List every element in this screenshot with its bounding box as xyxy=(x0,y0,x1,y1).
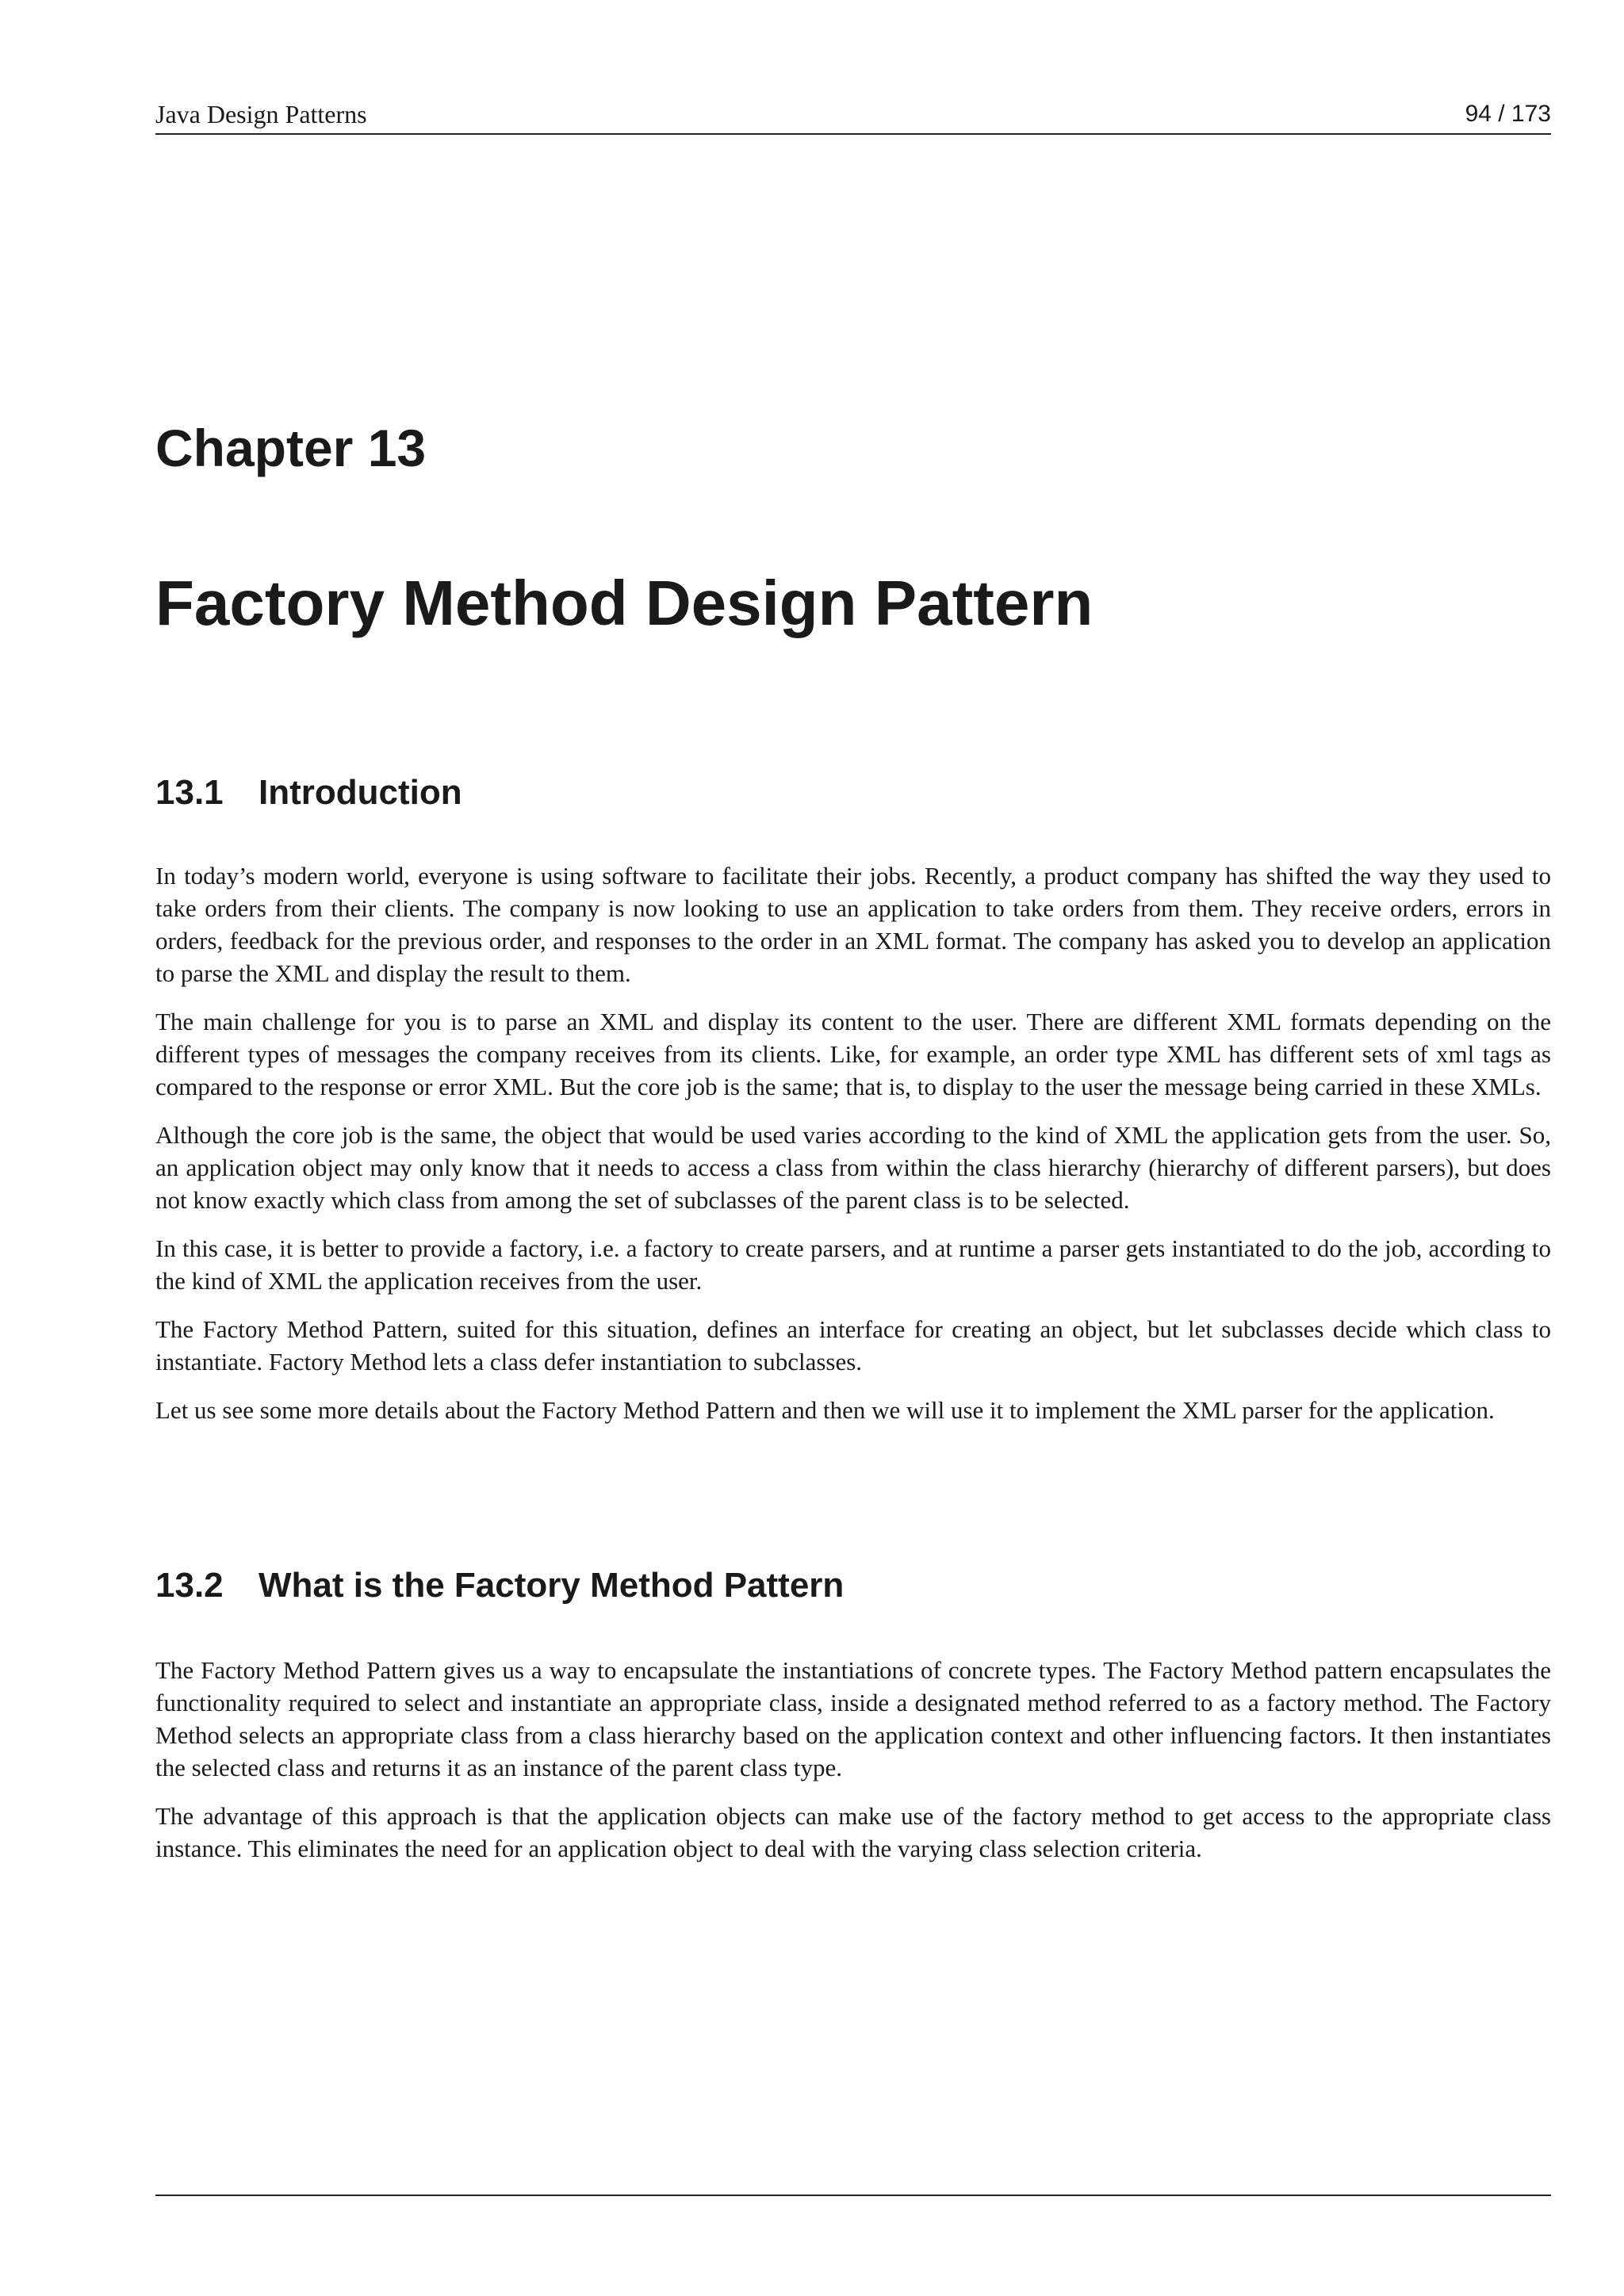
paragraph: Let us see some more details about the Factory Method Pattern and then we will use it to implement the XML parser for the application. xyxy=(155,1396,1495,1424)
section-body-introduction xyxy=(155,859,1551,1442)
page-number: 94 / 173 xyxy=(1465,101,1551,127)
paragraph: Although the core job is the same, the object that would be used varies according to the kind of XML the application gets from the user. So, an application object may only know that it needs to access a class from within the class hierarchy (hierarchy of different parsers), but does not know exactly which class from among the set of subclasses of the parent class is to be selected. xyxy=(155,1121,1551,1214)
section-title: Introduction xyxy=(259,773,462,812)
footer-rule xyxy=(155,2195,1551,2196)
paragraph: The Factory Method Pattern gives us a way to encapsulate the instantiations of concrete types. The Factory Method pattern encapsulates the functionality required to select and instantiate an appropriate class, inside a designated method referred to as a factory method. The Factory Method selects an appropriate class from a class hierarchy based on the application context and other influencing factors. It then instantiates the selected class and returns it as an instance of the parent class type. xyxy=(155,1656,1551,1781)
paragraph: The main challenge for you is to parse an XML and display its content to the user. There are different XML formats depending on the different types of messages the company receives from its clients. Like, for example, an order type XML has different sets of xml tags as compared to the response or error XML. But the core job is the same; that is, to display to the user the message being carried in these XMLs. xyxy=(155,1008,1551,1100)
paragraph: The advantage of this approach is that the application objects can make use of the factory method to get access to the appropriate class instance. This eliminates the need for an application object to deal with the varying class selection criteria. xyxy=(155,1802,1551,1862)
paragraph: In this case, it is better to provide a factory, i.e. a factory to create parsers, and at runtime a parser gets instantiated to do the job, according to the kind of XML the application receives from the user. xyxy=(155,1234,1551,1295)
page-header xyxy=(155,95,1551,135)
section-body-what-is xyxy=(155,1654,1551,1881)
paragraph: The Factory Method Pattern, suited for this situation, defines an interface for creating an object, but let subclasses decide which class to instantiate. Factory Method lets a class defer instantiation to subclasses. xyxy=(155,1315,1551,1376)
chapter-label: Chapter 13 xyxy=(155,419,427,477)
section-number: 13.1 xyxy=(155,773,224,812)
chapter-title: Factory Method Design Pattern xyxy=(155,568,1094,638)
section-heading-what-is xyxy=(155,1562,844,1609)
paragraph: In today’s modern world, everyone is using software to facilitate their jobs. Recently, a product company has shifted the way they used to take orders from their clients. The company is now looking to use an application to take orders from them. They receive orders, errors in orders, feedback for the previous order, and responses to the order in an XML format. The company has asked you to develop an application to parse the XML and display the result to them. xyxy=(155,862,1551,987)
section-heading-introduction xyxy=(155,769,462,817)
running-title: Java Design Patterns xyxy=(155,100,367,128)
section-number: 13.2 xyxy=(155,1566,224,1605)
section-title: What is the Factory Method Pattern xyxy=(259,1566,845,1605)
